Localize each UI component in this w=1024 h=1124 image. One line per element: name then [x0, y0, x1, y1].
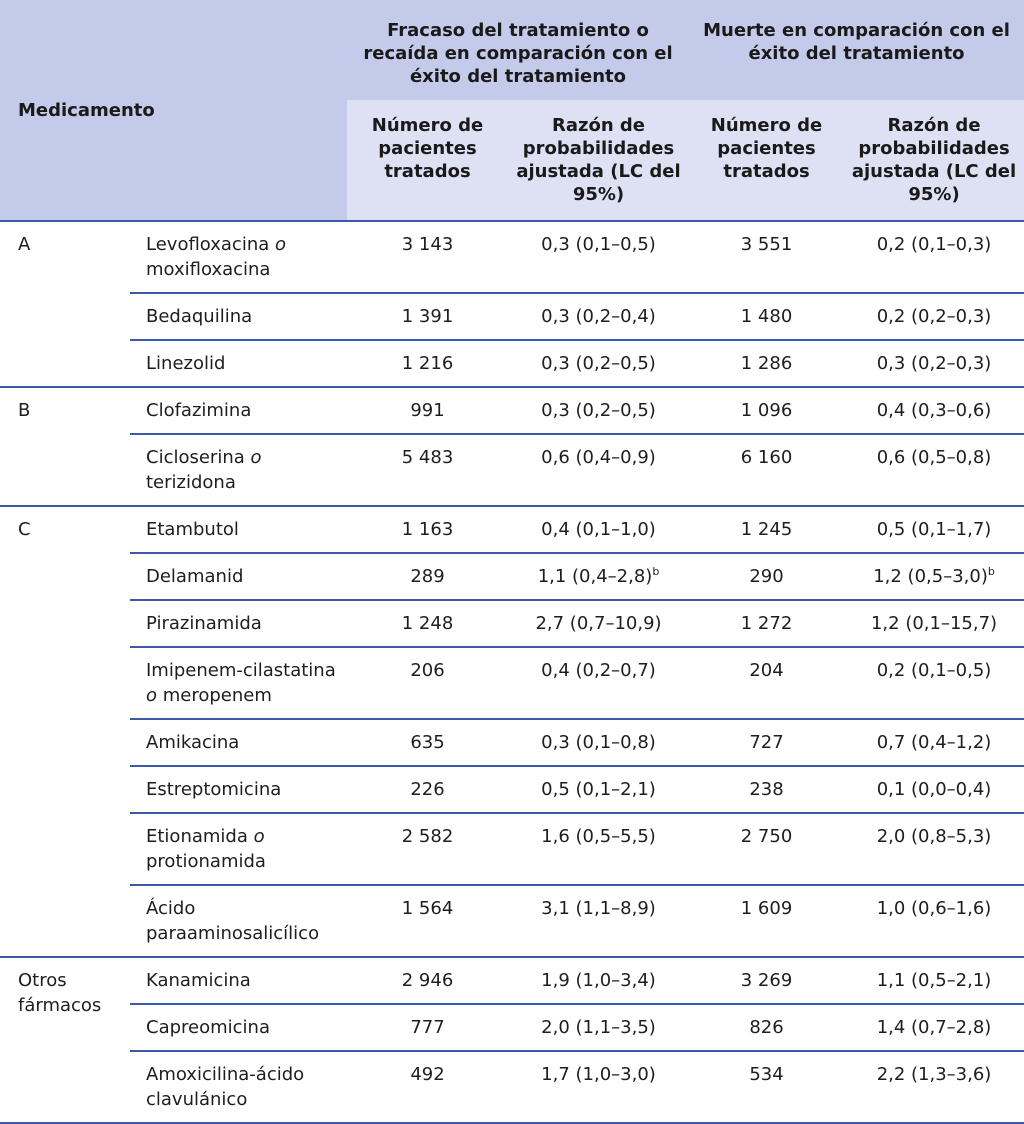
table-row: [0, 1004, 1024, 1051]
odds-failure: 1,9 (1,0–3,4): [508, 957, 689, 1004]
odds-death: 0,2 (0,1–0,3): [844, 221, 1024, 293]
table-row: [0, 719, 1024, 766]
drug-name: Levofloxacina o moxifloxacina: [130, 221, 347, 293]
table-row: [0, 506, 1024, 553]
odds-failure: 0,3 (0,2–0,4): [508, 293, 689, 340]
odds-failure: 1,6 (0,5–5,5): [508, 813, 689, 885]
table-row: [0, 1051, 1024, 1123]
patients-death: 3 269: [689, 957, 844, 1004]
drug-name: Clofazimina: [130, 387, 347, 434]
header-group-failure: Fracaso del tratamiento o recaída en comparación con el éxito del tratamiento: [347, 0, 689, 100]
table-row: [0, 600, 1024, 647]
footnote-marker: b: [987, 565, 995, 578]
patients-death: 1 245: [689, 506, 844, 553]
odds-failure: 1,7 (1,0–3,0): [508, 1051, 689, 1123]
table-row: [0, 340, 1024, 387]
patients-death: 1 609: [689, 885, 844, 957]
odds-failure: 3,1 (1,1–8,9): [508, 885, 689, 957]
table-row: [0, 387, 1024, 434]
patients-failure: 991: [347, 387, 508, 434]
patients-death: 3 551: [689, 221, 844, 293]
odds-death: 2,2 (1,3–3,6): [844, 1051, 1024, 1123]
odds-death: 0,3 (0,2–0,3): [844, 340, 1024, 387]
odds-death: 1,0 (0,6–1,6): [844, 885, 1024, 957]
odds-failure: 0,6 (0,4–0,9): [508, 434, 689, 506]
odds-death: 1,2 (0,1–15,7): [844, 600, 1024, 647]
patients-death: 826: [689, 1004, 844, 1051]
drug-name: Bedaquilina: [130, 293, 347, 340]
header-odds-failure: Razón de probabilidades ajustada (LC del 95%): [508, 100, 689, 221]
drug-name: Delamanid: [130, 553, 347, 600]
odds-failure: 0,5 (0,1–2,1): [508, 766, 689, 813]
table-row: [0, 885, 1024, 957]
patients-failure: 777: [347, 1004, 508, 1051]
patients-failure: 492: [347, 1051, 508, 1123]
odds-failure: 0,3 (0,2–0,5): [508, 387, 689, 434]
patients-failure: 2 582: [347, 813, 508, 885]
group-label: Otros fármacos: [0, 957, 130, 1123]
table-row: [0, 813, 1024, 885]
odds-death: 0,5 (0,1–1,7): [844, 506, 1024, 553]
patients-failure: 1 564: [347, 885, 508, 957]
patients-failure: 5 483: [347, 434, 508, 506]
drug-name: Cicloserina o terizidona: [130, 434, 347, 506]
table-row: [0, 553, 1024, 600]
odds-failure: 1,1 $(0,4-2,8)^b$: [508, 553, 689, 600]
drug-name: Linezolid: [130, 340, 347, 387]
odds-death: 1,2 $(0,5-3,0)^b$: [844, 553, 1024, 600]
patients-failure: 3 143: [347, 221, 508, 293]
header-drug: Medicamento: [0, 0, 347, 221]
odds-failure: 0,4 (0,2–0,7): [508, 647, 689, 719]
patients-death: 6 160: [689, 434, 844, 506]
odds-death: 0,7 (0,4–1,2): [844, 719, 1024, 766]
header-group-death: Muerte en comparación con el éxito del tratamiento: [689, 0, 1024, 100]
odds-death: 0,1 (0,0–0,4): [844, 766, 1024, 813]
patients-failure: 1 248: [347, 600, 508, 647]
odds-death: 0,2 (0,2–0,3): [844, 293, 1024, 340]
group-label: A: [0, 221, 130, 387]
odds-death: 0,2 (0,1–0,5): [844, 647, 1024, 719]
odds-failure: 0,3 (0,1–0,5): [508, 221, 689, 293]
table-row: [0, 221, 1024, 293]
patients-failure: 1 163: [347, 506, 508, 553]
patients-death: 1 286: [689, 340, 844, 387]
header-odds-death: Razón de probabilidades ajustada (LC del 95%): [844, 100, 1024, 221]
odds-death: 0,4 (0,3–0,6): [844, 387, 1024, 434]
odds-failure: 2,0 (1,1–3,5): [508, 1004, 689, 1051]
odds-death: 2,0 (0,8–5,3): [844, 813, 1024, 885]
drug-name: Etambutol: [130, 506, 347, 553]
odds-death: 1,1 (0,5–2,1): [844, 957, 1024, 1004]
drug-name: Kanamicina: [130, 957, 347, 1004]
footnote-marker: b: [652, 565, 660, 578]
odds-death: 1,4 (0,7–2,8): [844, 1004, 1024, 1051]
drug-name: Pirazinamida: [130, 600, 347, 647]
patients-death: 290: [689, 553, 844, 600]
drug-name: Ácido paraaminosalicílico: [130, 885, 347, 957]
patients-failure: 226: [347, 766, 508, 813]
patients-death: 1 480: [689, 293, 844, 340]
drug-name: Amoxicilina-ácido clavulánico: [130, 1051, 347, 1123]
drug-name: Imipenem-cilastatina o meropenem: [130, 647, 347, 719]
patients-failure: 1 216: [347, 340, 508, 387]
header-patients-failure: Número de pacientes tratados: [347, 100, 508, 221]
table-body: [0, 221, 1024, 1123]
patients-death: 727: [689, 719, 844, 766]
patients-failure: 289: [347, 553, 508, 600]
patients-death: 2 750: [689, 813, 844, 885]
drug-name: Capreomicina: [130, 1004, 347, 1051]
odds-failure: 2,7 (0,7–10,9): [508, 600, 689, 647]
odds-failure: 0,4 (0,1–1,0): [508, 506, 689, 553]
group-label: C: [0, 506, 130, 957]
table-row: [0, 766, 1024, 813]
patients-failure: 2 946: [347, 957, 508, 1004]
header-patients-death: Número de pacientes tratados: [689, 100, 844, 221]
drug-name: Etionamida o protionamida: [130, 813, 347, 885]
table-row: [0, 957, 1024, 1004]
patients-failure: 1 391: [347, 293, 508, 340]
odds-failure: 0,3 (0,2–0,5): [508, 340, 689, 387]
patients-death: 1 272: [689, 600, 844, 647]
odds-failure: 0,3 (0,1–0,8): [508, 719, 689, 766]
drug-name: Estreptomicina: [130, 766, 347, 813]
patients-death: 1 096: [689, 387, 844, 434]
odds-death: 0,6 (0,5–0,8): [844, 434, 1024, 506]
table-row: [0, 434, 1024, 506]
group-label: B: [0, 387, 130, 506]
patients-death: 204: [689, 647, 844, 719]
patients-failure: 635: [347, 719, 508, 766]
table-row: [0, 647, 1024, 719]
drug-name: Amikacina: [130, 719, 347, 766]
patients-death: 534: [689, 1051, 844, 1123]
table-header: [0, 0, 1024, 221]
patients-death: 238: [689, 766, 844, 813]
patients-failure: 206: [347, 647, 508, 719]
table-row: [0, 293, 1024, 340]
